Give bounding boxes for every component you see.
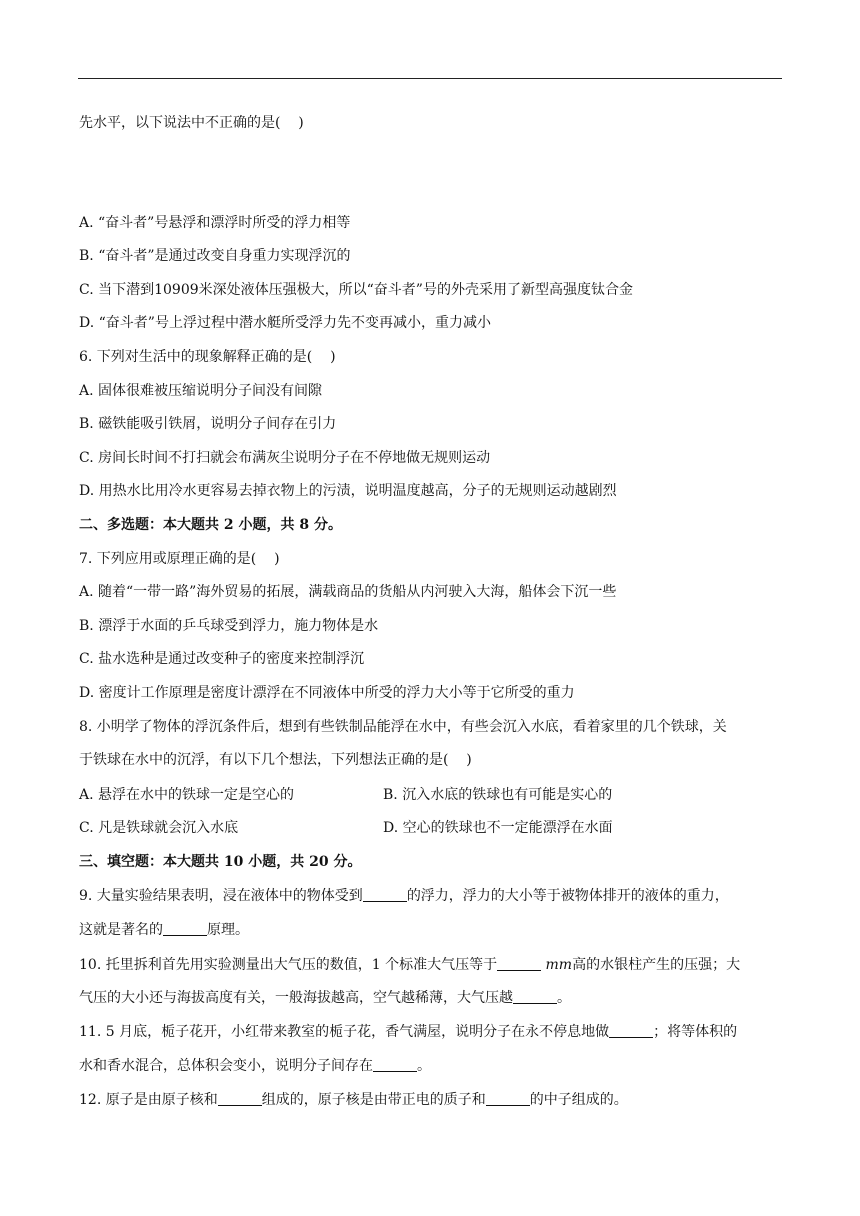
q12-blank-1 bbox=[218, 1091, 262, 1106]
q8-option-c: C. 凡是铁球就会沉入水底 bbox=[79, 820, 239, 836]
q8-stem-line1: 8. 小明学了物体的浮沉条件后，想到有些铁制品能浮在水中，有些会沉入水底，看着家里的几个铁球，关 bbox=[79, 719, 727, 735]
q12-text-1: 12. 原子是由原子核和 bbox=[79, 1092, 218, 1108]
q9-text-3: 这就是著名的 bbox=[79, 922, 163, 938]
q6-stem: 6. 下列对生活中的现象解释正确的是( ) bbox=[79, 349, 336, 365]
q10-blank-2 bbox=[513, 989, 557, 1004]
q10-text-3: 气压的大小还与海拔高度有关，一般海拔越高，空气越稀薄，大气压越 bbox=[79, 990, 513, 1006]
q11-line2 bbox=[79, 1056, 789, 1076]
q11-text-4: 。 bbox=[417, 1058, 431, 1074]
q12-blank-2 bbox=[486, 1091, 530, 1106]
section-fill-blank-heading: 三、填空题：本大题共 10 小题，共 20 分。 bbox=[79, 854, 362, 870]
q7-option-b: B. 漂浮于水面的乒乓球受到浮力，施力物体是水 bbox=[79, 618, 379, 634]
q12-text-2: 组成的，原子核是由带正电的质子和 bbox=[261, 1092, 486, 1108]
q5-option-c: C. 当下潜到10909米深处液体压强极大，所以“奋斗者”号的外壳采用了新型高强度钛合金 bbox=[79, 282, 633, 298]
q8-option-d: D. 空心的铁球也不一定能漂浮在水面 bbox=[383, 820, 613, 836]
q9-text-4: 原理。 bbox=[207, 922, 249, 938]
q10-text-1: 10. 托里拆利首先用实验测量出大气压的数值，1 个标准大气压等于 bbox=[79, 957, 498, 973]
q8-option-a: A. 悬浮在水中的铁球一定是空心的 bbox=[79, 787, 295, 803]
q6-option-c: C. 房间长时间不打扫就会布满灰尘说明分子在不停地做无规则运动 bbox=[79, 450, 491, 466]
q11-text-2: ；将等体积的 bbox=[653, 1024, 738, 1040]
q10-line1 bbox=[79, 955, 789, 975]
q12-text-3: 的中子组成的。 bbox=[529, 1092, 628, 1108]
q7-option-d: D. 密度计工作原理是密度计漂浮在不同液体中所受的浮力大小等于它所受的重力 bbox=[79, 685, 575, 701]
q6-option-a: A. 固体很难被压缩说明分子间没有间隙 bbox=[79, 383, 323, 399]
q9-line2 bbox=[79, 920, 789, 940]
q9-text-1: 9. 大量实验结果表明，浸在液体中的物体受到 bbox=[79, 888, 363, 904]
q5-stem-tail: 先水平，以下说法中不正确的是( ) bbox=[79, 115, 304, 131]
q9-blank-2 bbox=[163, 921, 207, 936]
q8-stem-line2: 于铁球在水中的沉浮，有以下几个想法，下列想法正确的是( ) bbox=[79, 752, 472, 768]
q9-text-2: 的浮力，浮力的大小等于被物体排开的液体的重力， bbox=[406, 888, 729, 904]
q10-blank-1 bbox=[497, 956, 541, 971]
q5-option-b: B. “奋斗者”是通过改变自身重力实现浮沉的 bbox=[79, 248, 351, 264]
q11-text-3: 水和香水混合，总体积会变小，说明分子间存在 bbox=[79, 1058, 373, 1074]
q5-option-d: D. “奋斗者”号上浮过程中潜水艇所受浮力先不变再减小，重力减小 bbox=[79, 315, 491, 331]
q12-line bbox=[79, 1090, 789, 1110]
section-multi-choice-heading: 二、多选题：本大题共 2 小题，共 8 分。 bbox=[79, 517, 342, 533]
q6-option-b: B. 磁铁能吸引铁屑，说明分子间存在引力 bbox=[79, 416, 337, 432]
q10-unit: mm bbox=[545, 957, 573, 973]
q7-option-c: C. 盐水选种是通过改变种子的密度来控制浮沉 bbox=[79, 651, 365, 667]
q5-option-a: A. “奋斗者”号悬浮和漂浮时所受的浮力相等 bbox=[79, 215, 351, 231]
q10-text-2: 高的水银柱产生的压强；大 bbox=[572, 957, 741, 973]
q7-stem: 7. 下列应用或原理正确的是( ) bbox=[79, 551, 280, 567]
q7-option-a: A. 随着“一带一路”海外贸易的拓展，满载商品的货船从内河驶入大海，船体会下沉一些 bbox=[79, 584, 617, 600]
q11-blank-2 bbox=[373, 1057, 417, 1072]
q11-text-1: 11. 5 月底，栀子花开，小红带来教室的栀子花，香气满屋，说明分子在永不停息地做 bbox=[79, 1024, 610, 1040]
q11-line1 bbox=[79, 1022, 789, 1042]
q8-option-b: B. 沉入水底的铁球也有可能是实心的 bbox=[383, 787, 613, 803]
q9-line1 bbox=[79, 886, 789, 906]
q9-blank-1 bbox=[363, 887, 407, 902]
header-rule bbox=[78, 78, 782, 79]
q10-line2 bbox=[79, 988, 789, 1008]
q11-blank-1 bbox=[609, 1023, 653, 1038]
q6-option-d: D. 用热水比用冷水更容易去掉衣物上的污渍，说明温度越高，分子的无规则运动越剧烈 bbox=[79, 483, 617, 499]
q10-text-4: 。 bbox=[557, 990, 571, 1006]
